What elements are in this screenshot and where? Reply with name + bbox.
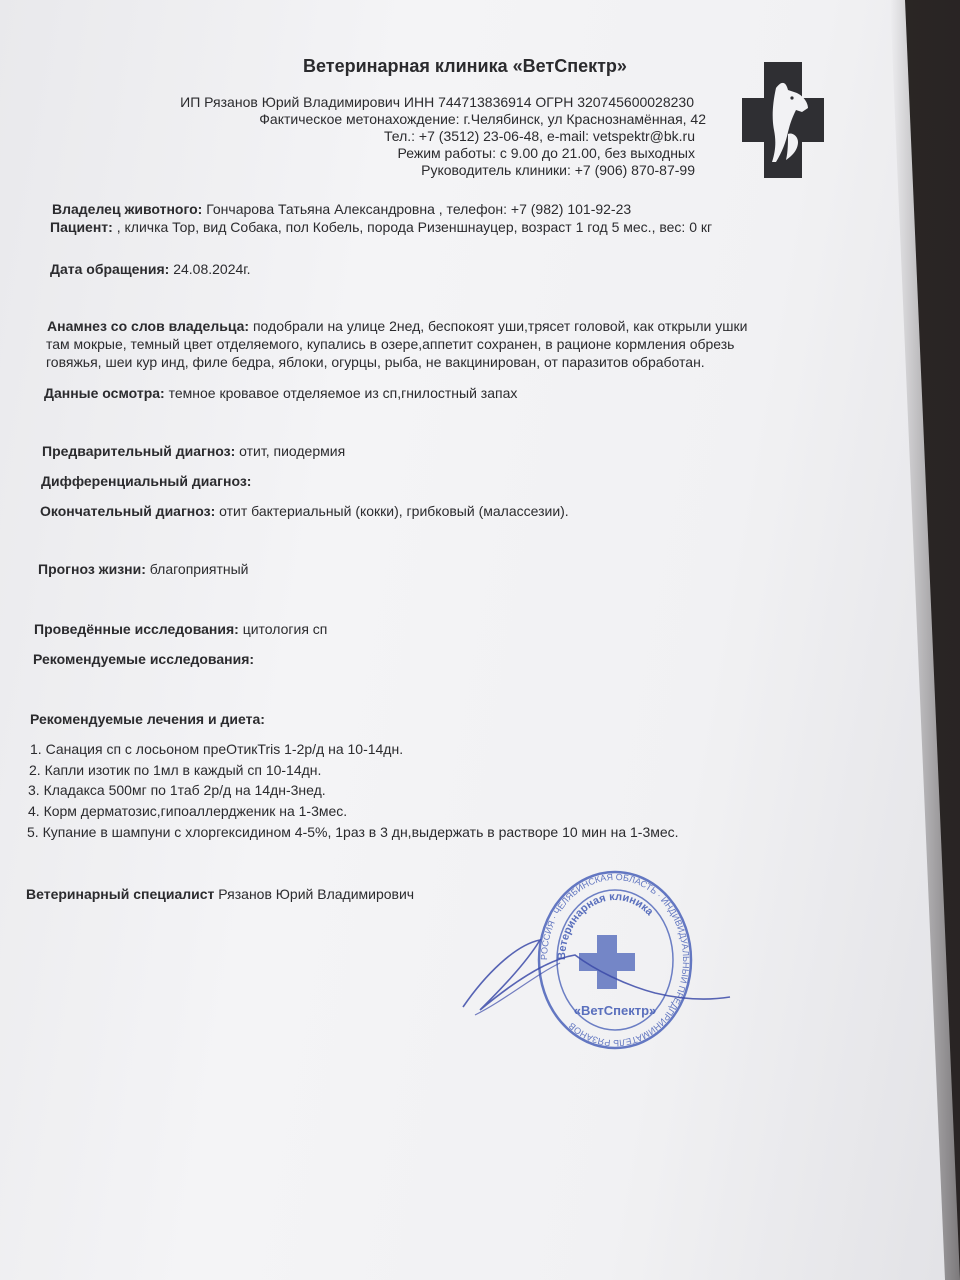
specialist-label: Ветеринарный специалист <box>26 886 215 902</box>
specialist-value: Рязанов Юрий Владимирович <box>218 886 415 902</box>
tests-done-line <box>34 621 327 638</box>
anamnesis-line-2: там мокрые, темный цвет отделяемого, купались в озере,аппетит сохранен, в рационе кормления обрезь <box>46 336 735 352</box>
exam-label: Данные осмотра: <box>44 385 165 401</box>
treatment-item-4: 4. Корм дерматозис,гипоаллердженик на 1-3мес. <box>28 803 348 819</box>
specialist-line <box>26 886 414 903</box>
prelim-diagnosis-label: Предварительный диагноз: <box>42 443 236 459</box>
visit-date-label: Дата обращения: <box>50 261 170 277</box>
clinic-hours: Режим работы: с 9.00 до 21.00, без выходных <box>397 145 695 161</box>
treatment-item-2: 2. Капли изотик по 1мл в каждый сп 10-14дн. <box>29 762 322 778</box>
prognosis-label: Прогноз жизни: <box>38 561 146 577</box>
anamnesis-label: Анамнез со слов владельца: <box>47 318 250 334</box>
final-diagnosis-label: Окончательный диагноз: <box>40 503 216 519</box>
clinic-title: Ветеринарная клиника «ВетСпектр» <box>303 56 627 76</box>
diff-diagnosis-label: Дифференциальный диагноз: <box>41 473 252 489</box>
visit-date-value: 24.08.2024г. <box>173 261 251 277</box>
visit-date-line <box>50 261 251 278</box>
treatment-item-3: 3. Кладакса 500мг по 1таб 2р/д на 14дн-3нед. <box>28 782 326 798</box>
clinic-address: Фактическое метонахождение: г.Челябинск, ул Краснознамённая, 42 <box>259 111 706 127</box>
prognosis-value: благоприятный <box>149 561 249 577</box>
treatment-item-1: 1. Санация сп с лосьоном преОтикTris 1-2р/д на 10-14дн. <box>30 741 404 757</box>
prelim-diagnosis-line <box>42 443 345 460</box>
clinic-contacts: Тел.: +7 (3512) 23-06-48, e-mail: vetspektr@bk.ru <box>384 128 695 144</box>
clinic-requisites: ИП Рязанов Юрий Владимирович ИНН 744713836914 ОГРН 320745600028230 <box>180 94 694 110</box>
clinic-logo-icon <box>742 62 824 178</box>
final-diagnosis-line <box>40 503 569 520</box>
owner-label: Владелец животного: <box>52 201 203 217</box>
prelim-diagnosis-value: отит, пиодермия <box>239 443 346 459</box>
final-diagnosis-value: отит бактериальный (кокки), грибковый (малассезии). <box>219 503 569 519</box>
anamnesis-text-1: подобрали на улице 2нед, беспокоят уши,трясет головой, как открыли ушки <box>252 318 748 334</box>
anamnesis-line-1 <box>47 318 747 335</box>
prognosis-line <box>38 561 249 578</box>
treatment-label: Рекомендуемые лечения и диета: <box>30 711 265 727</box>
stamp-outer-text: РОССИЯ · ЧЕЛЯБИНСКАЯ ОБЛАСТЬ · ИНДИВИДУАЛЬНЫЙ ПРЕДПРИНИМАТЕЛЬ РЯЗАНОВ <box>538 871 692 1049</box>
stamp-name: «ВетСпектр» <box>573 1003 657 1018</box>
specialist-signature <box>455 915 735 1025</box>
exam-value: темное кровавое отделяемое из сп,гнилостный запах <box>168 385 518 401</box>
tests-recommended-line <box>33 651 254 668</box>
exam-line <box>44 385 517 402</box>
diff-diagnosis-line <box>41 473 251 490</box>
tests-done-label: Проведённые исследования: <box>34 621 239 637</box>
stamp-inner-text: Ветеринарная клиника <box>555 890 656 961</box>
patient-label: Пациент: <box>50 219 113 235</box>
owner-line <box>52 201 631 218</box>
tests-done-value: цитология сп <box>242 621 328 637</box>
anamnesis-line-3: говяжья, шеи кур инд, филе бедра, яблоки, огурцы, рыба, не вакцинирован, от паразитов обработан. <box>46 354 705 370</box>
owner-value: Гончарова Татьяна Александровна , телефон: +7 (982) 101-92-23 <box>206 201 632 217</box>
tests-recommended-label: Рекомендуемые исследования: <box>33 651 255 667</box>
treatment-item-5: 5. Купание в шампуни с хлоргексидином 4-5%, 1раз в 3 дн,выдержать в растворе 10 мин на 1-3мес. <box>27 824 679 840</box>
patient-line <box>50 219 712 236</box>
clinic-director: Руководитель клиники: +7 (906) 870-87-99 <box>421 162 695 178</box>
patient-value: , кличка Тор, вид Собака, пол Кобель, порода Ризеншнауцер, возраст 1 год 5 мес., вес: 0 кг <box>116 219 713 235</box>
